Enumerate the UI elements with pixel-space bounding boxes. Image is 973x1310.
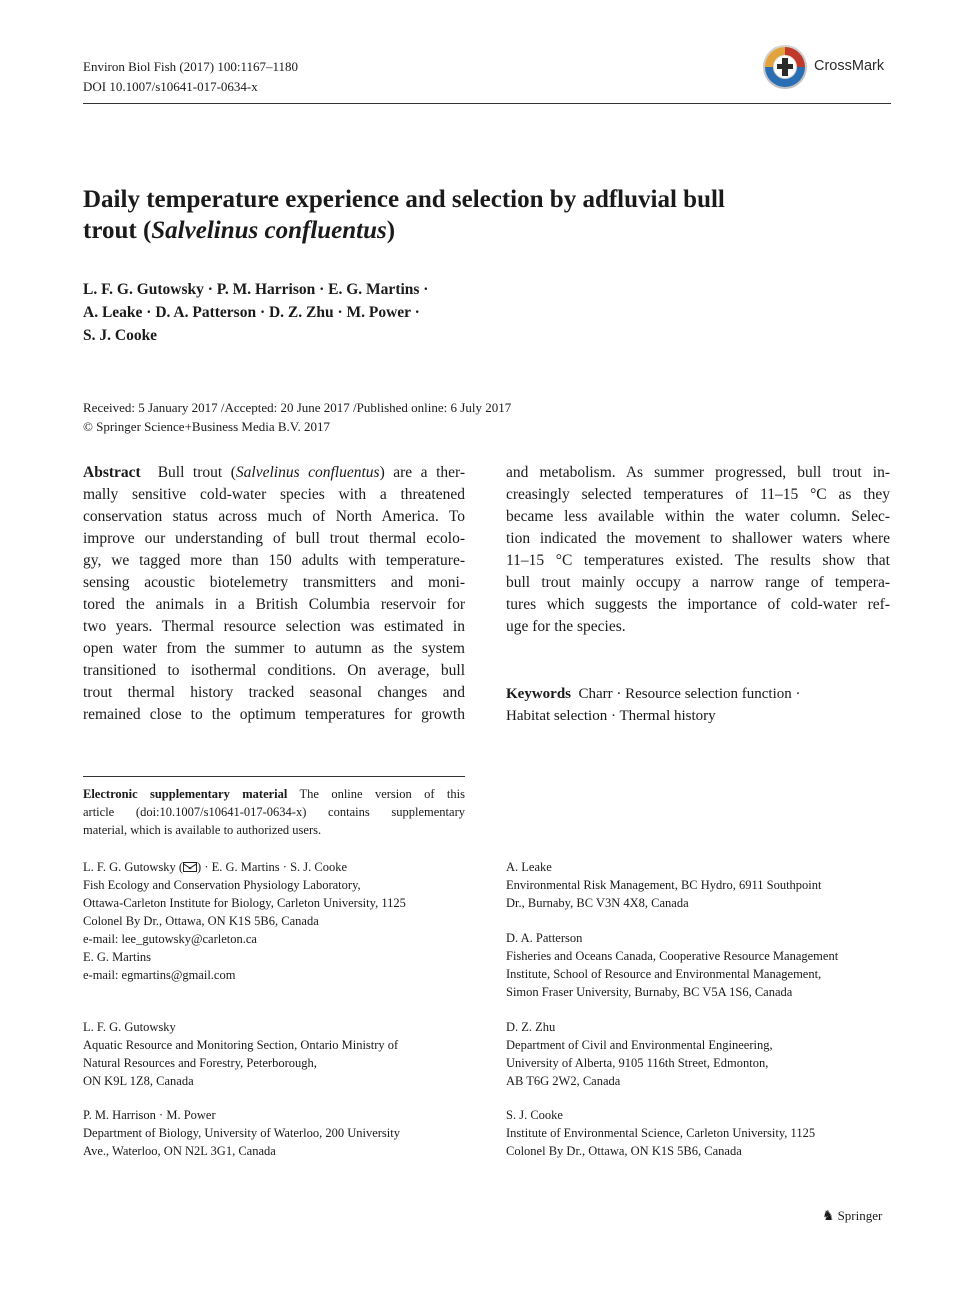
springer-horse-icon: ♞: [822, 1209, 835, 1224]
journal-header: [83, 57, 298, 97]
abstract-line: gy, we tagged more than 150 adults with temperature-: [83, 552, 465, 569]
abstract-line: Abstract Bull trout (Salvelinus confluentus) are a ther-: [83, 464, 465, 481]
abstract-line: transitioned to isothermal conditions. On average, bull: [83, 662, 465, 679]
email-link[interactable]: e-mail: egmartins@gmail.com: [83, 968, 236, 982]
abstract-line: open water from the summer to autumn as the system: [83, 640, 465, 657]
esm-line: material, which is available to authorized users.: [83, 823, 322, 837]
keywords: [506, 683, 890, 727]
publisher-name: Springer: [837, 1208, 883, 1223]
publication-dates: [83, 398, 511, 436]
abstract-line: remained close to the optimum temperatures for growth: [83, 706, 465, 723]
supplementary-note: Electronic supplementary material The online version of this article (doi:10.1007/s10641-017-0634-x) contains supplementary material, which is available to authorized users.: [83, 787, 465, 837]
abstract-line: and metabolism. As summer progressed, bull trout in-: [506, 464, 890, 481]
keywords-line-1: Charr · Resource selection function ·: [578, 686, 801, 702]
abstract-column-right: [506, 462, 890, 638]
abstract-line: bull trout mainly occupy a narrow range of tempera-: [506, 574, 890, 591]
abstract-line: tures which suggests the importance of cold-water ref-: [506, 596, 890, 613]
abstract-heading: Abstract: [83, 464, 141, 481]
abstract-column-left: [83, 462, 465, 726]
abstract-line: trout thermal history tracked seasonal changes and: [83, 684, 465, 701]
keywords-heading: Keywords: [506, 686, 571, 702]
affiliation-block: D. A. Patterson Fisheries and Oceans Canada, Cooperative Resource Management Institute, School of Resource and Environmental Management, Simon Fraser University, Burnaby, BC V5A 1S6, Canada: [506, 931, 839, 999]
footnote-rule: [83, 776, 465, 777]
affiliation-block: L. F. G. Gutowsky Aquatic Resource and Monitoring Section, Ontario Ministry of Natural Resources and Forestry, Peterborough, ON K9L 1Z8, Canada: [83, 1020, 399, 1088]
affiliation-block: L. F. G. Gutowsky ( ) · E. G. Martins · S. J. Cooke Fish Ecology and Conservation Physiology Laboratory, Ottawa-Carleton Institute for Biology, Carleton University, 1125 Colonel By Dr., Ottawa, ON K1S 5B6, Canada e-mail: lee_gutowsky@carleton.ca E. G. Martins e-mail: egmartins@gmail.com: [83, 860, 406, 982]
affiliation-block: S. J. Cooke Institute of Environmental Science, Carleton University, 1125 Colonel By Dr., Ottawa, ON K1S 5B6, Canada: [506, 1108, 816, 1158]
paper-title: [83, 184, 863, 246]
header-rule: [83, 103, 891, 104]
abstract-line: mally sensitive cold-water species with a threatened: [83, 486, 465, 503]
author-line: L. F. G. Gutowsky · P. M. Harrison · E. G. Martins ·: [83, 281, 429, 298]
crossmark-badge[interactable]: [762, 44, 892, 94]
abstract-line: improve our understanding of bull trout thermal ecolo-: [83, 530, 465, 547]
abstract-line: uge for the species.: [506, 618, 626, 635]
keywords-line-2: Habitat selection · Thermal history: [506, 708, 716, 724]
abstract-line: two years. Thermal resource selection was estimated in: [83, 618, 465, 635]
envelope-icon[interactable]: [183, 862, 197, 872]
email-link[interactable]: e-mail: lee_gutowsky@carleton.ca: [83, 932, 257, 946]
journal-citation: Environ Biol Fish (2017) 100:1167–1180: [83, 59, 298, 74]
author-line: S. J. Cooke: [83, 327, 158, 344]
abstract-line: tion indicated the movement to shallower waters where: [506, 530, 890, 547]
doi[interactable]: DOI 10.1007/s10641-017-0634-x: [83, 79, 258, 94]
abstract-line: creasingly selected temperatures of 11–15 °C as they: [506, 486, 890, 503]
affiliation-block: P. M. Harrison · M. Power Department of Biology, University of Waterloo, 200 University Ave., Waterloo, ON N2L 3G1, Canada: [83, 1108, 400, 1158]
author-list: [83, 278, 643, 347]
affiliation-block: A. Leake Environmental Risk Management, BC Hydro, 6911 Southpoint Dr., Burnaby, BC V3N 4X8, Canada: [506, 860, 822, 910]
abstract-line: 11–15 °C temperatures existed. The results show that: [506, 552, 890, 569]
affiliation-block: D. Z. Zhu Department of Civil and Environmental Engineering, University of Alberta, 9105 116th Street, Edmonton, AB T6G 2W2, Canada: [506, 1020, 773, 1088]
title-line-1: Daily temperature experience and selection by adfluvial bull: [83, 186, 725, 213]
publisher-logo: [822, 1208, 882, 1225]
species-name: Salvelinus confluentus: [151, 217, 387, 244]
article-history: Received: 5 January 2017 /Accepted: 20 June 2017 /Published online: 6 July 2017: [83, 400, 512, 415]
title-line-2: trout (Salvelinus confluentus): [83, 217, 396, 244]
author-line: A. Leake · D. A. Patterson · D. Z. Zhu · M. Power ·: [83, 304, 420, 321]
esm-line: article (doi:10.1007/s10641-017-0634-x) contains supplementary: [83, 805, 465, 819]
abstract-line: became less available within the water column. Selec-: [506, 508, 890, 525]
crossmark-label: CrossMark: [814, 58, 885, 74]
esm-heading: Electronic supplementary material: [83, 787, 288, 801]
abstract-line: conservation status across much of North America. To: [83, 508, 465, 525]
abstract-line: sensing acoustic biotelemetry transmitters and moni-: [83, 574, 465, 591]
abstract-line: tored the animals in a British Columbia reservoir for: [83, 596, 465, 613]
species-name: Salvelinus confluentus: [235, 464, 380, 481]
crossmark-icon: [762, 44, 808, 90]
copyright-notice: © Springer Science+Business Media B.V. 2017: [83, 419, 330, 434]
